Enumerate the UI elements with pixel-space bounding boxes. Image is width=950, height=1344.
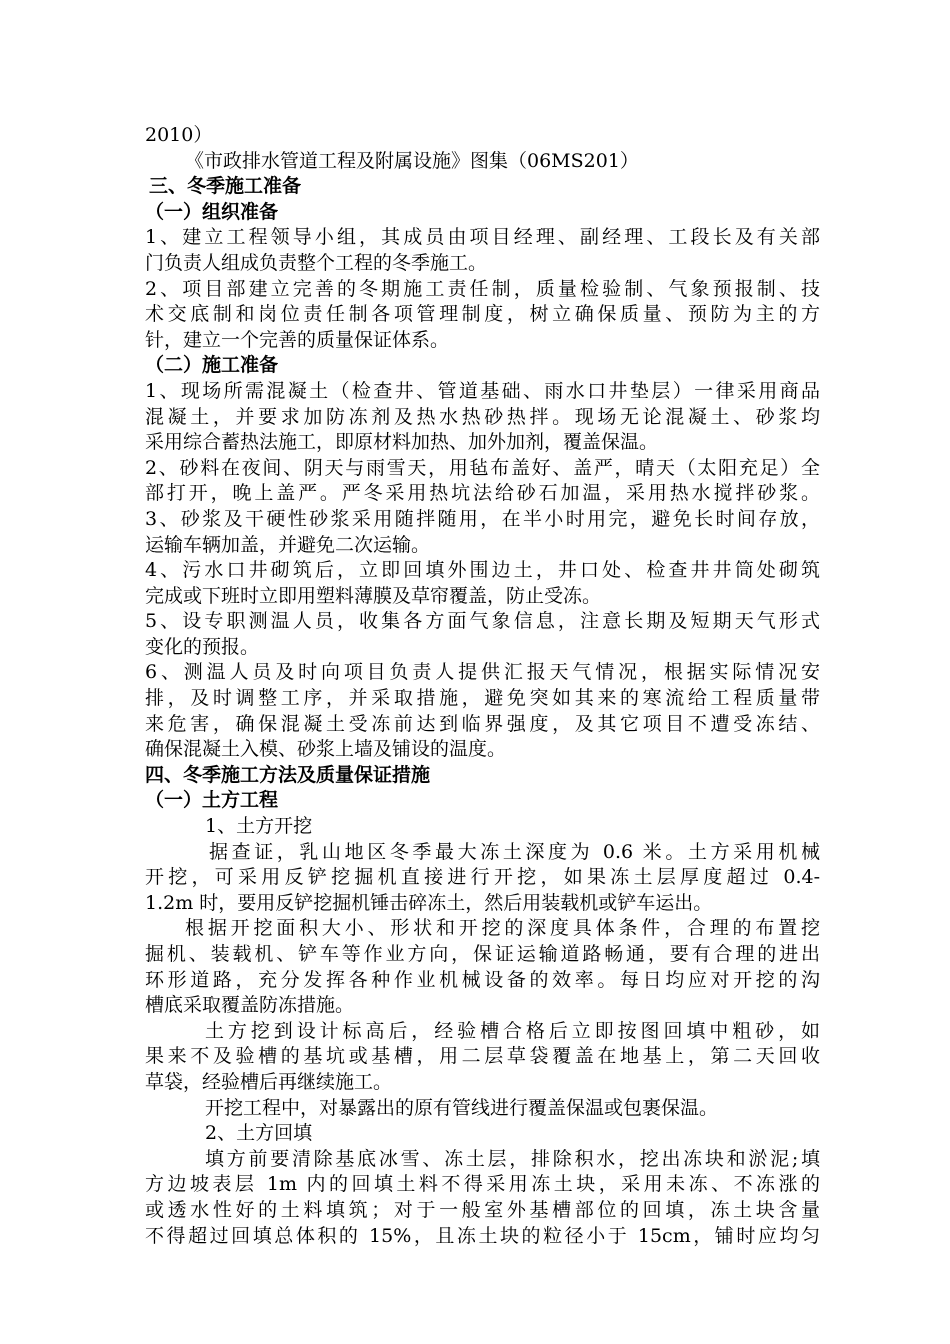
- text-line: 部打开，晚上盖严。严冬采用热坑法给砂石加温，采用热水搅拌砂浆。: [145, 482, 820, 505]
- text-line: 据查证，乳山地区冬季最大冻土深度为 0.6 米。土方采用机械: [209, 840, 820, 863]
- text-line: 来危害，确保混凝土受冻前达到临界强度，及其它项目不遭受冻结、: [145, 712, 820, 735]
- text-line: 或透水性好的土料填筑；对于一般室外基槽部位的回填，冻土块含量: [145, 1198, 820, 1221]
- text-line: 不得超过回填总体积的 15%，且冻土块的粒径小于 15cm，铺时应均匀: [145, 1224, 820, 1247]
- text-line: 根据开挖面积大小、形状和开挖的深度具体条件，合理的布置挖: [185, 917, 820, 940]
- text-line: 2、项目部建立完善的冬期施工责任制，质量检验制、气象预报制、技: [145, 277, 820, 300]
- text-line: 门负责人组成负责整个工程的冬季施工。: [145, 251, 488, 274]
- text-line: 土方挖到设计标高后，经验槽合格后立即按图回填中粗砂，如: [205, 1019, 820, 1042]
- section-heading: （二）施工准备: [145, 354, 279, 377]
- text-line: 1、土方开挖: [205, 815, 313, 838]
- text-line: 1、现场所需混凝土（检查井、管道基础、雨水口井垫层）一律采用商品: [145, 379, 820, 402]
- text-line: 6、测温人员及时向项目负责人提供汇报天气情况，根据实际情况安: [145, 661, 820, 684]
- text-line: 环形道路，充分发挥各种作业机械设备的效率。每日均应对开挖的沟: [145, 968, 820, 991]
- text-line: 掘机、装载机、铲车等作业方向，保证运输道路畅通，要有合理的进出: [145, 943, 820, 965]
- text-line: 草袋，经验槽后再继续施工。: [145, 1070, 393, 1093]
- text-line: 确保混凝土入模、砂浆上墙及铺设的温度。: [145, 738, 507, 761]
- text-line: 5、设专职测温人员，收集各方面气象信息，注意长期及短期天气形式: [145, 610, 820, 633]
- text-line: 槽底采取覆盖防冻措施。: [145, 994, 355, 1017]
- text-line: 混凝土，并要求加防冻剂及热水热砂热拌。现场无论混凝土、砂浆均: [145, 405, 820, 428]
- section-heading: （一）土方工程: [145, 789, 279, 812]
- section-heading: 三、冬季施工准备: [149, 175, 302, 198]
- text-line: 2、砂料在夜间、阴天与雨雪天，用毡布盖好、盖严，晴天（太阳充足）全: [145, 456, 820, 479]
- text-line: 变化的预报。: [145, 635, 260, 658]
- text-line: 《市政排水管道工程及附属设施》图集（06MS201）: [185, 149, 639, 172]
- text-line: 2010）: [145, 124, 213, 146]
- section-heading: （一）组织准备: [145, 200, 279, 223]
- text-line: 1.2m 时，要用反铲挖掘机锤击碎冻土，然后用装载机或铲车运出。: [145, 891, 713, 914]
- text-line: 果来不及验槽的基坑或基槽，用二层草袋覆盖在地基上，第二天回收: [145, 1045, 820, 1068]
- text-line: 开挖工程中，对暴露出的原有管线进行覆盖保温或包裹保温。: [205, 1096, 719, 1119]
- text-line: 运输车辆加盖，并避免二次运输。: [145, 533, 431, 556]
- text-line: 排，及时调整工序，并采取措施，避免突如其来的寒流给工程质量带: [145, 687, 820, 710]
- text-line: 填方前要清除基底冰雪、冻土层，排除积水，挖出冻块和淤泥;填: [205, 1147, 820, 1170]
- text-line: 1、建立工程领导小组，其成员由项目经理、副经理、工段长及有关部: [145, 226, 820, 249]
- text-line: 2、土方回填: [205, 1122, 313, 1145]
- document-body: [145, 123, 820, 1249]
- text-line: 方边坡表层 1m 内的回填土料不得采用冻土块，采用未冻、不冻涨的: [145, 1173, 820, 1196]
- text-line: 开挖，可采用反铲挖掘机直接进行开挖，如果冻土层厚度超过 0.4-: [145, 866, 820, 889]
- text-line: 采用综合蓄热法施工，即原材料加热、加外加剂，覆盖保温。: [145, 431, 659, 454]
- text-line: 完成或下班时立即用塑料薄膜及草帘覆盖，防止受冻。: [145, 584, 602, 607]
- text-line: 3、砂浆及干硬性砂浆采用随拌随用，在半小时用完，避免长时间存放，: [145, 507, 820, 530]
- text-line: 针，建立一个完善的质量保证体系。: [145, 328, 450, 351]
- text-line: 4、污水口井砌筑后，立即回填外围边土，井口处、检查井井筒处砌筑: [145, 559, 820, 582]
- text-line: 术交底制和岗位责任制各项管理制度，树立确保质量、预防为主的方: [145, 303, 820, 326]
- section-heading: 四、冬季施工方法及质量保证措施: [145, 763, 431, 786]
